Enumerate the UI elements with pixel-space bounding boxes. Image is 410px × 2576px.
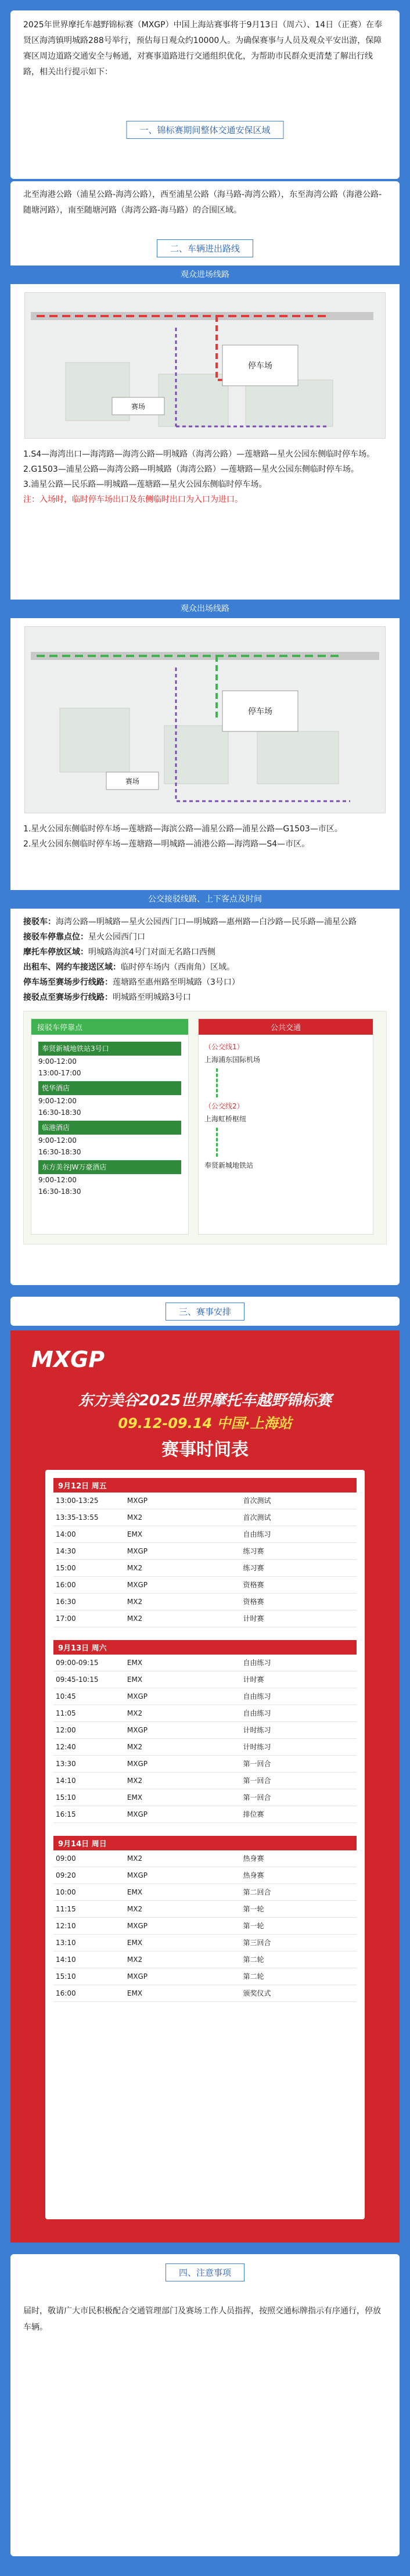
schedule-row xyxy=(53,1610,357,1627)
transit-stop-1: 上海浦东国际机场 xyxy=(204,1056,261,1064)
section1-paragraph: 北至海港公路（浦星公路-海湾公路），西至浦星公路（海马路-海湾公路），东至海湾公路（海港公路-随塘河路），南至随塘河路（海湾公路-海马路）的合围区域。 xyxy=(23,190,382,215)
entry-map xyxy=(24,292,386,439)
schedule-time: 11:15 xyxy=(56,1905,76,1913)
exit-parking-label: 停车场 xyxy=(248,707,272,716)
schedule-time: 16:00 xyxy=(56,1989,76,1997)
schedule-time: 14:10 xyxy=(56,1956,76,1964)
schedule-time: 12:10 xyxy=(56,1922,76,1930)
schedule-class: MX2 xyxy=(127,1854,143,1863)
shuttle-line-1: 接驳车：海湾公路—明城路—星火公园西门口—明城路—惠州路—白沙路—民乐路—浦星公路 xyxy=(23,917,357,927)
exit-bar: 观众出场线路 xyxy=(10,600,400,618)
schedule-row xyxy=(53,1867,357,1884)
schedule-poster xyxy=(10,1330,400,2243)
schedule-class: MXGP xyxy=(127,1871,148,1879)
schedule-row xyxy=(53,1773,357,1789)
schedule-event: 练习赛 xyxy=(243,1564,264,1572)
schedule-row xyxy=(53,1526,357,1543)
schedule-time: 13:35-13:55 xyxy=(56,1513,99,1522)
schedule-event: 练习赛 xyxy=(243,1547,264,1555)
schedule-event: 自由练习 xyxy=(243,1692,271,1700)
schedule-time: 16:30 xyxy=(56,1598,76,1606)
stop-time-3b: 16:30-18:30 xyxy=(38,1148,81,1156)
stop-time-4b: 16:30-18:30 xyxy=(38,1187,81,1196)
schedule-day-header: 9月14日 周日 xyxy=(53,1836,357,1850)
schedule-row xyxy=(53,1806,357,1823)
schedule-event: 第二轮 xyxy=(243,1972,264,1981)
schedule-event: 第一轮 xyxy=(243,1905,264,1913)
schedule-event: 第一回合 xyxy=(243,1793,271,1802)
schedule-class: EMX xyxy=(127,1939,143,1947)
schedule-row xyxy=(53,1594,357,1610)
schedule-time: 11:05 xyxy=(56,1709,76,1717)
schedule-class: MXGP xyxy=(127,1581,148,1589)
schedule-row xyxy=(53,1756,357,1773)
schedule-time: 12:00 xyxy=(56,1726,76,1734)
schedule-class: EMX xyxy=(127,1659,143,1667)
shuttle-info xyxy=(10,909,400,1011)
schedule-class: EMX xyxy=(127,1793,143,1802)
schedule-table xyxy=(45,1470,365,2219)
exit-map xyxy=(24,626,386,813)
transit-line-2: （公交线2） xyxy=(204,1102,244,1110)
entry-parking-label: 停车场 xyxy=(248,361,272,371)
stop-time-1b: 13:00-17:00 xyxy=(38,1069,81,1077)
section4-title: 四、注意事项 xyxy=(166,2263,244,2281)
schedule-time: 09:45-10:15 xyxy=(56,1676,99,1684)
schedule-event: 自由练习 xyxy=(243,1530,271,1538)
schedule-class: MXGP xyxy=(127,1692,148,1700)
section3-title: 三、赛事安排 xyxy=(166,1303,244,1321)
schedule-time: 13:30 xyxy=(56,1760,76,1768)
schedule-class: MXGP xyxy=(127,1922,148,1930)
schedule-event: 第一轮 xyxy=(243,1922,264,1930)
schedule-class: MXGP xyxy=(127,1547,148,1555)
schedule-row xyxy=(53,1560,357,1577)
schedule-event: 热身赛 xyxy=(243,1854,264,1863)
schedule-event: 第一回合 xyxy=(243,1760,271,1768)
stop-time-2b: 16:30-18:30 xyxy=(38,1108,81,1117)
schedule-event: 第一回合 xyxy=(243,1777,271,1785)
stop-name-4: 东方美谷JW万豪酒店 xyxy=(38,1160,181,1174)
schedule-event: 第二回合 xyxy=(243,1888,271,1896)
schedule-row xyxy=(53,1671,357,1688)
stop-time-4a: 9:00-12:00 xyxy=(38,1176,77,1184)
section2-title: 二、车辆进出路线 xyxy=(157,239,253,257)
shuttle-line-2: 接驳车停靠点位：星火公园西门口 xyxy=(23,932,145,942)
schedule-class: MXGP xyxy=(127,1810,148,1818)
schedule-time: 15:00 xyxy=(56,1564,76,1572)
schedule-class: MX2 xyxy=(127,1743,143,1751)
section3-card xyxy=(10,1297,400,1326)
schedule-event: 热身赛 xyxy=(243,1871,264,1879)
stop-name-2: 悦华酒店 xyxy=(38,1081,181,1095)
exit-route-2: 2.星火公园东侧临时停车场—莲塘路—明城路—浦港公路—海湾路—S4—市区。 xyxy=(23,839,310,849)
schedule-event: 颁奖仪式 xyxy=(243,1989,271,1997)
entry-venue-label: 赛场 xyxy=(131,403,146,411)
shuttle-stops-panel xyxy=(31,1018,189,1235)
schedule-class: EMX xyxy=(127,1989,143,1997)
shuttle-bar: 公交接驳线路、上下客点及时间 xyxy=(10,890,400,909)
schedule-row xyxy=(53,1985,357,2002)
schedule-event: 第三回合 xyxy=(243,1939,271,1947)
schedule-time: 16:00 xyxy=(56,1581,76,1589)
schedule-class: EMX xyxy=(127,1888,143,1896)
schedule-class: MX2 xyxy=(127,1956,143,1964)
schedule-row xyxy=(53,1951,357,1968)
exit-route-1: 1.星火公园东侧临时停车场—莲塘路—海滨公路—浦星公路—浦星公路—G1503—市区。 xyxy=(23,824,343,834)
exit-map-graphic xyxy=(25,627,385,813)
schedule-event: 计时练习 xyxy=(243,1743,271,1751)
shuttle-stops-list xyxy=(31,1035,188,1202)
transit-stop-2: 上海虹桥枢纽 xyxy=(204,1115,247,1123)
schedule-row xyxy=(53,1918,357,1935)
shuttle-line-4: 出租车、网约车接送区域：临时停车场内（西南角）区域。 xyxy=(23,963,235,972)
entry-block xyxy=(10,266,400,507)
schedule-row xyxy=(53,1935,357,1951)
intro-card xyxy=(10,10,400,179)
schedule-class: MXGP xyxy=(127,1497,148,1505)
schedule-event: 首次测试 xyxy=(243,1513,271,1522)
entry-route-3: 3.浦星公路—民乐路—明城路—莲塘路—星火公园东侧临时停车场。 xyxy=(23,480,267,489)
schedule-day-header: 9月13日 周六 xyxy=(53,1640,357,1655)
public-transport-panel xyxy=(198,1018,373,1235)
schedule-event: 排位赛 xyxy=(243,1810,264,1818)
schedule-class: EMX xyxy=(127,1530,143,1538)
exit-venue-label: 赛场 xyxy=(125,777,140,785)
schedule-class: MXGP xyxy=(127,1972,148,1981)
schedule-time: 13:00-13:25 xyxy=(56,1497,99,1505)
section4-card xyxy=(10,2254,400,2556)
transit-path-2 xyxy=(216,1128,355,1157)
schedule-event: 资格赛 xyxy=(243,1598,264,1606)
stop-time-1a: 9:00-12:00 xyxy=(38,1057,77,1065)
schedule-class: MX2 xyxy=(127,1513,143,1522)
shuttle-line-6: 接驳点至赛场步行线路：明城路至明城路3号口 xyxy=(23,993,191,1002)
schedule-row xyxy=(53,1722,357,1739)
schedule-class: MX2 xyxy=(127,1709,143,1717)
schedule-day-header: 9月12日 周五 xyxy=(53,1478,357,1492)
transit-path-1 xyxy=(216,1068,355,1097)
schedule-event: 计时赛 xyxy=(243,1676,264,1684)
schedule-time: 13:10 xyxy=(56,1939,76,1947)
schedule-class: MX2 xyxy=(127,1777,143,1785)
schedule-row xyxy=(53,1705,357,1722)
schedule-event: 自由练习 xyxy=(243,1659,271,1667)
schedule-event: 自由练习 xyxy=(243,1709,271,1717)
schedule-time: 09:00-09:15 xyxy=(56,1659,99,1667)
schedule-row xyxy=(53,1492,357,1509)
schedule-class: MX2 xyxy=(127,1598,143,1606)
poster-brand: MXGP xyxy=(31,1347,105,1372)
schedule-class: EMX xyxy=(127,1676,143,1684)
shuttle-stops-title: 接驳车停靠点 xyxy=(31,1019,188,1035)
schedule-row xyxy=(53,1789,357,1806)
public-transport-title: 公共交通 xyxy=(199,1019,373,1035)
transit-stop-3: 奉贤新城地铁站 xyxy=(204,1161,254,1169)
shuttle-line-5: 停车场至赛场步行线路：莲塘路至惠州路至明城路（3号口） xyxy=(23,978,240,987)
entry-bar: 观众进场线路 xyxy=(10,266,400,284)
shuttle-block xyxy=(10,890,400,1244)
schedule-event: 计时练习 xyxy=(243,1726,271,1734)
schedule-row xyxy=(53,1655,357,1671)
schedule-time: 15:10 xyxy=(56,1972,76,1981)
schedule-time: 09:00 xyxy=(56,1854,76,1863)
schedule-class: MX2 xyxy=(127,1905,143,1913)
stop-name-3: 临港酒店 xyxy=(38,1121,181,1135)
schedule-class: MXGP xyxy=(127,1726,148,1734)
schedule-time: 14:00 xyxy=(56,1530,76,1538)
schedule-row xyxy=(53,1688,357,1705)
schedule-row xyxy=(53,1577,357,1594)
schedule-time: 12:40 xyxy=(56,1743,76,1751)
schedule-row xyxy=(53,1739,357,1756)
schedule-row xyxy=(53,1543,357,1560)
poster-title: 东方美谷2025世界摩托车越野锦标赛 xyxy=(78,1392,332,1409)
schedule-time: 10:00 xyxy=(56,1888,76,1896)
schedule-event: 首次测试 xyxy=(243,1497,271,1505)
section1-title: 一、锦标赛期间整体交通安保区域 xyxy=(126,121,283,139)
schedule-time: 17:00 xyxy=(56,1615,76,1623)
schedule-row xyxy=(53,1850,357,1867)
shuttle-line-3: 摩托车停放区域：明城路海滨4号门对面无名路口西侧 xyxy=(23,948,215,957)
shuttle-graphic xyxy=(23,1011,387,1244)
poster-subtitle: 赛事时间表 xyxy=(161,1440,249,1460)
schedule-row xyxy=(53,1968,357,1985)
schedule-time: 14:30 xyxy=(56,1547,76,1555)
schedule-time: 15:10 xyxy=(56,1793,76,1802)
schedule-class: MXGP xyxy=(127,1760,148,1768)
schedule-class: MX2 xyxy=(127,1615,143,1623)
stop-time-3a: 9:00-12:00 xyxy=(38,1136,77,1145)
schedule-row xyxy=(53,1901,357,1918)
public-transport-list xyxy=(199,1035,373,1178)
schedule-event: 第二轮 xyxy=(243,1956,264,1964)
schedule-time: 09:20 xyxy=(56,1871,76,1879)
schedule-time: 16:15 xyxy=(56,1810,76,1818)
poster-dates: 09.12-09.14 中国·上海站 xyxy=(118,1415,292,1431)
stop-time-2a: 9:00-12:00 xyxy=(38,1097,77,1105)
transit-line-1: （公交线1） xyxy=(204,1043,244,1051)
exit-block xyxy=(10,600,400,852)
schedule-body xyxy=(45,1470,365,2008)
section4-paragraph: 届时，敬请广大市民积极配合交通管理部门及赛场工作人员指挥，按照交通标牌指示有序通行，停放车辆。 xyxy=(23,2306,381,2332)
schedule-row xyxy=(53,1884,357,1901)
entry-route-2: 2.G1503—浦星公路—海湾公路—明城路（海湾公路）—莲塘路—星火公园东侧临时停车场。 xyxy=(23,465,359,474)
entry-map-graphic xyxy=(25,293,385,438)
routes-card xyxy=(10,181,400,1285)
schedule-time: 14:10 xyxy=(56,1777,76,1785)
schedule-class: MX2 xyxy=(127,1564,143,1572)
stop-name-1: 奉贤新城地铁站3号口 xyxy=(38,1042,181,1056)
schedule-event: 资格赛 xyxy=(243,1581,264,1589)
schedule-time: 10:45 xyxy=(56,1692,76,1700)
entry-route-1: 1.S4—海湾出口—海湾路—海湾公路—明城路（海湾公路）—莲塘路—星火公园东侧临时停车场。 xyxy=(23,450,375,459)
intro-paragraph: 2025年世界摩托车越野锦标赛（MXGP）中国上海站赛事将于9月13日（周六）、14日（正赛）在奉贤区海湾镇明城路288号举行，预估每日观众约10000人。为确保赛事与人员及观众平安出游，保障赛区周边道路交通安全与畅通，对赛事道路进行交通组织优化，为帮助市民群众更清楚了解出行线路，相关出行提示如下： xyxy=(23,20,383,77)
schedule-event: 计时赛 xyxy=(243,1615,264,1623)
entry-note: 注：入场时，临时停车场出口及东侧临时出口为入口为进口。 xyxy=(23,495,243,504)
schedule-row xyxy=(53,1509,357,1526)
